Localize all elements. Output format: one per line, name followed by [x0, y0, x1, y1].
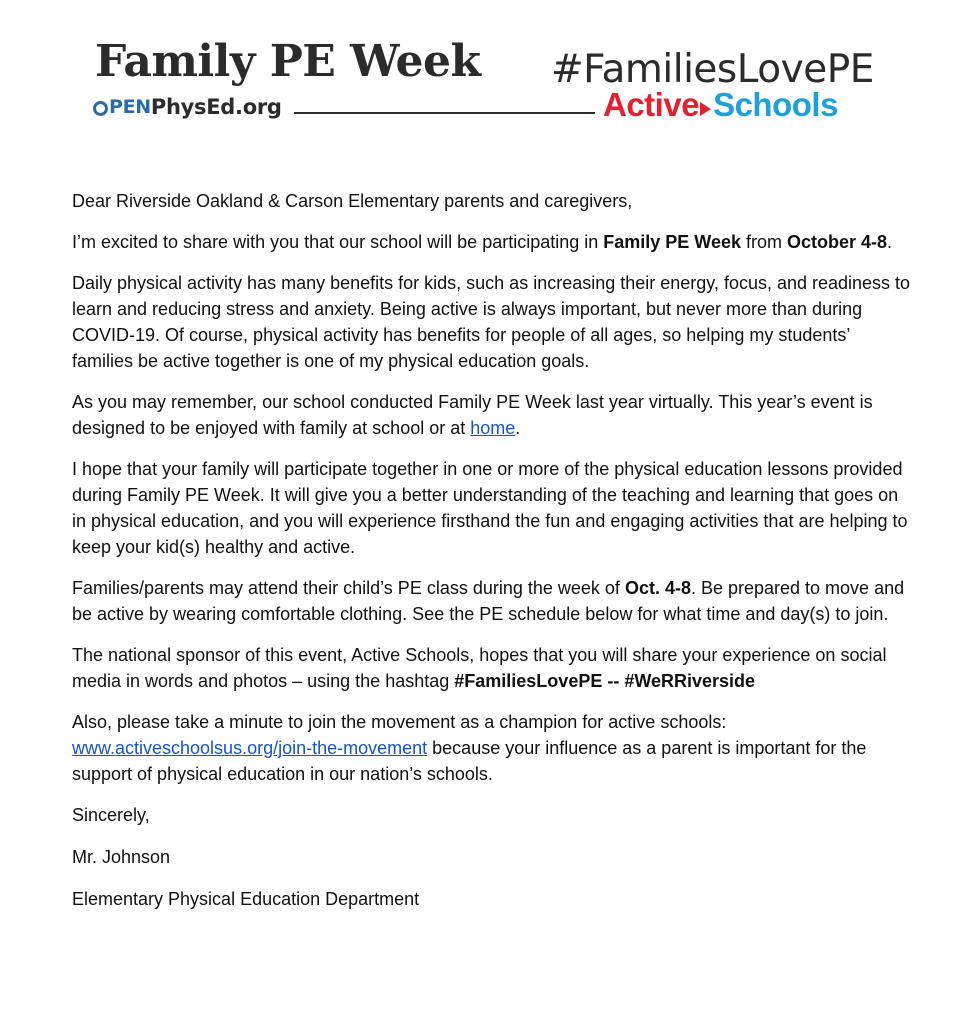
paragraph-attend	[72, 575, 912, 627]
greeting: Dear Riverside Oakland & Carson Elementary parents and caregivers,	[72, 191, 633, 211]
intro-period: .	[887, 232, 893, 252]
header-divider	[294, 112, 595, 114]
active-schools-logo-active: Active	[603, 86, 700, 123]
intro-event-name: Family PE Week	[603, 232, 741, 252]
play-arrow-icon	[700, 102, 711, 116]
paragraph-last-year	[72, 389, 912, 441]
event-hashtag: #FamiliesLovePE	[551, 47, 874, 92]
sponsor-hashtags: #FamiliesLovePE -- #WeRRiverside	[454, 671, 756, 691]
paragraph-sponsor	[72, 642, 912, 694]
active-schools-logo	[603, 88, 838, 121]
attend-text-rest: . Be prepared to move and be active by wearing comfortable clothing. See the PE schedule below for what time and day(s) to join.	[72, 578, 905, 624]
join-movement-link[interactable]: www.activeschoolsus.org/join-the-movement	[72, 738, 428, 758]
paragraph-benefits: Daily physical activity has many benefits for kids, such as increasing their energy, focus, and readiness to learn and reducing stress and anxiety. Being active is always important, but never more than during COVID-19. Of course, physical activity has benefits for people of all ages, so helping my students’ families be active together is one of my physical education goals.	[72, 273, 911, 371]
letter-body	[72, 188, 912, 928]
attend-dates: Oct. 4-8	[624, 578, 691, 598]
last-year-text: As you may remember, our school conducted Family PE Week last year virtually. This year’s event is designed to be enjoyed with family at school or at	[72, 392, 873, 438]
last-year-period: .	[515, 418, 521, 438]
closing: Sincerely,	[72, 805, 150, 825]
movement-text: Also, please take a minute to join the movement as a champion for active schools:	[72, 712, 727, 732]
home-link[interactable]: home	[470, 418, 516, 438]
openphysed-logo-rest: PhysEd.org	[150, 95, 282, 119]
openphysed-logo	[93, 97, 282, 118]
paragraph-participate: I hope that your family will participate together in one or more of the physical education lessons provided during Family PE Week. It will give you a better understanding of the teaching and learning that goes on in physical education, and you will experience firsthand the fun and engaging activities that are helping to keep your kid(s) healthy and active.	[72, 459, 908, 557]
signer-department: Elementary Physical Education Department	[72, 889, 420, 909]
event-title: Family PE Week	[95, 36, 481, 87]
paragraph-movement	[72, 709, 912, 787]
intro-text-from: from	[741, 232, 788, 252]
openphysed-logo-open: PEN	[109, 96, 151, 118]
active-schools-logo-schools: Schools	[713, 86, 838, 123]
signer-name: Mr. Johnson	[72, 847, 171, 867]
paragraph-intro	[72, 229, 912, 255]
movement-text-rest: because your influence as a parent is important for the support of physical education in our nation’s schools.	[72, 738, 867, 784]
sponsor-text: The national sponsor of this event, Active Schools, hopes that you will share your experience on social media in words and photos – using the hashtag	[72, 645, 887, 691]
intro-text: I’m excited to share with you that our school will be participating in	[72, 232, 604, 252]
open-ring-icon	[93, 101, 108, 116]
letterhead	[0, 0, 959, 150]
intro-dates: October 4-8	[787, 232, 888, 252]
attend-text: Families/parents may attend their child’s PE class during the week of	[72, 578, 625, 598]
